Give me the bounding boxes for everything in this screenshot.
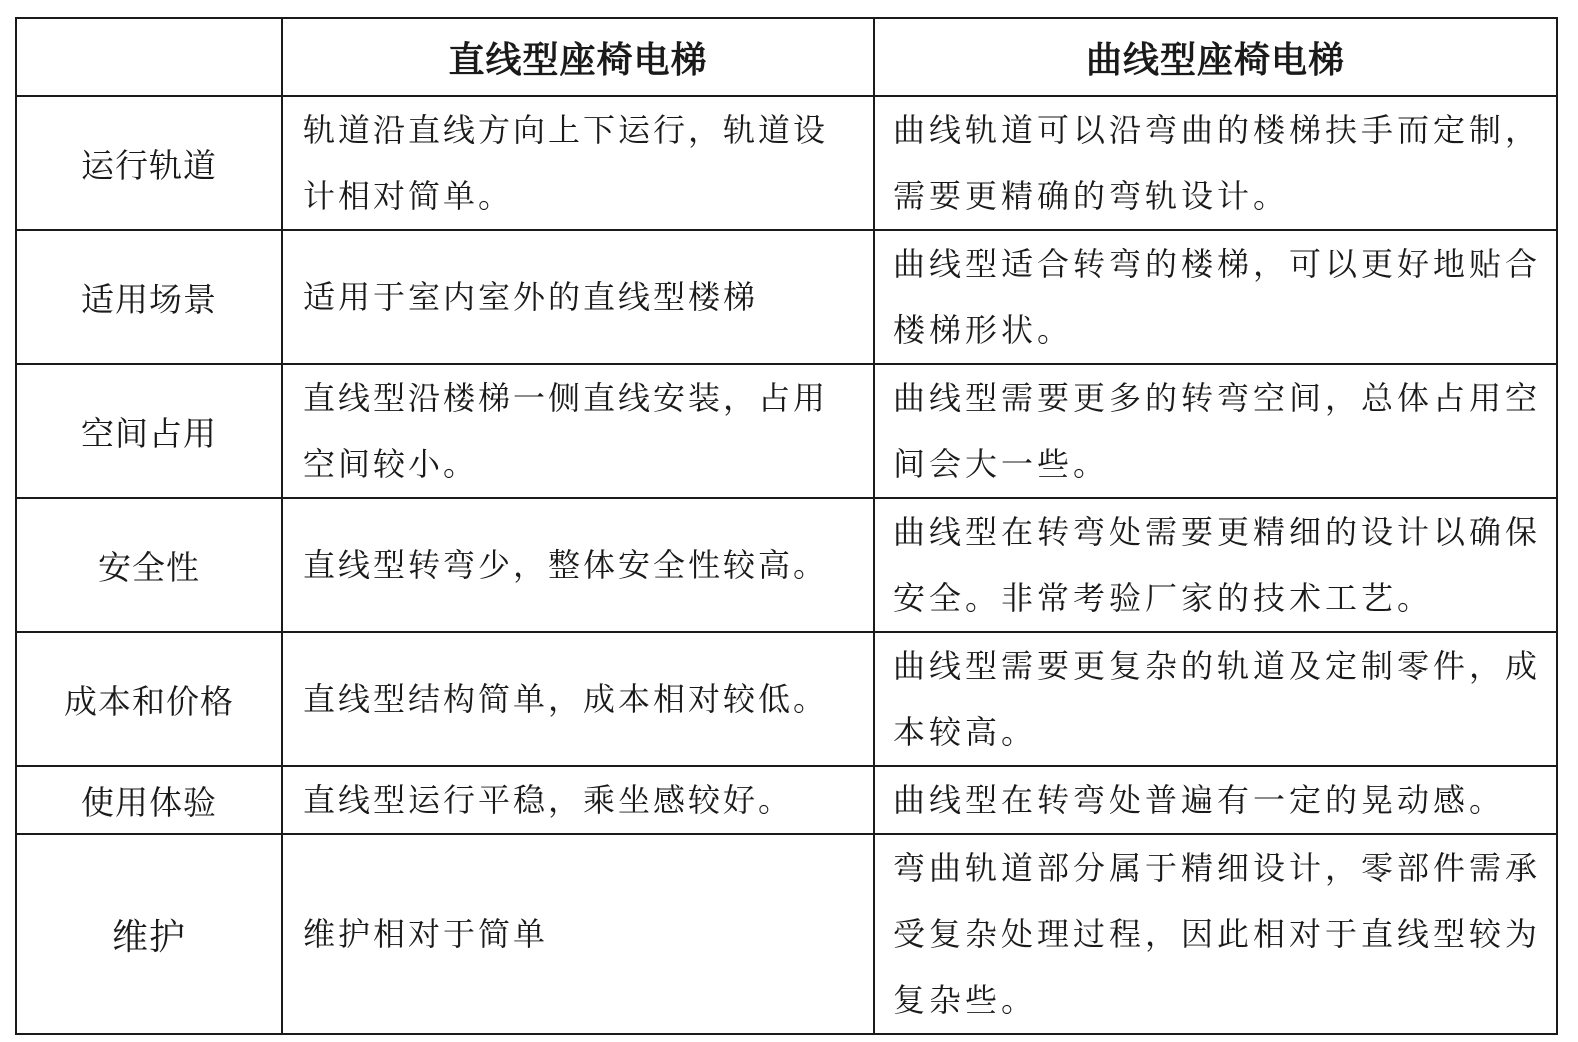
table-row bbox=[16, 230, 1557, 364]
curve-cell: 曲线型需要更多的转弯空间，总体占用空间会大一些。 bbox=[874, 364, 1557, 498]
curve-cell: 曲线型需要更复杂的轨道及定制零件，成本较高。 bbox=[874, 632, 1557, 766]
straight-cell: 直线型转弯少，整体安全性较高。 bbox=[282, 498, 874, 632]
curve-cell: 曲线型在转弯处普遍有一定的晃动感。 bbox=[874, 766, 1557, 834]
straight-cell: 维护相对于简单 bbox=[282, 834, 874, 1034]
straight-cell: 直线型结构简单，成本相对较低。 bbox=[282, 632, 874, 766]
table-row bbox=[16, 364, 1557, 498]
row-attribute: 空间占用 bbox=[16, 364, 282, 498]
table-header-row bbox=[16, 18, 1557, 96]
row-attribute: 成本和价格 bbox=[16, 632, 282, 766]
curve-cell: 曲线轨道可以沿弯曲的楼梯扶手而定制，需要更精确的弯轨设计。 bbox=[874, 96, 1557, 230]
row-attribute: 运行轨道 bbox=[16, 96, 282, 230]
straight-cell: 直线型运行平稳，乘坐感较好。 bbox=[282, 766, 874, 834]
header-straight-lift: 直线型座椅电梯 bbox=[282, 18, 874, 96]
straight-cell: 轨道沿直线方向上下运行，轨道设计相对简单。 bbox=[282, 96, 874, 230]
table-row bbox=[16, 96, 1557, 230]
table-row bbox=[16, 498, 1557, 632]
curve-cell: 曲线型适合转弯的楼梯，可以更好地贴合楼梯形状。 bbox=[874, 230, 1557, 364]
row-attribute: 安全性 bbox=[16, 498, 282, 632]
row-attribute: 维护 bbox=[16, 834, 282, 1034]
header-curved-lift: 曲线型座椅电梯 bbox=[874, 18, 1557, 96]
straight-cell: 适用于室内室外的直线型楼梯 bbox=[282, 230, 874, 364]
header-corner-cell bbox=[16, 18, 282, 96]
straight-cell: 直线型沿楼梯一侧直线安装，占用空间较小。 bbox=[282, 364, 874, 498]
row-attribute: 适用场景 bbox=[16, 230, 282, 364]
table-row bbox=[16, 632, 1557, 766]
curve-cell: 曲线型在转弯处需要更精细的设计以确保安全。非常考验厂家的技术工艺。 bbox=[874, 498, 1557, 632]
row-attribute: 使用体验 bbox=[16, 766, 282, 834]
curve-cell: 弯曲轨道部分属于精细设计，零部件需承受复杂处理过程，因此相对于直线型较为复杂些。 bbox=[874, 834, 1557, 1034]
table-row bbox=[16, 766, 1557, 834]
comparison-table bbox=[15, 17, 1558, 1035]
table-row bbox=[16, 834, 1557, 1034]
